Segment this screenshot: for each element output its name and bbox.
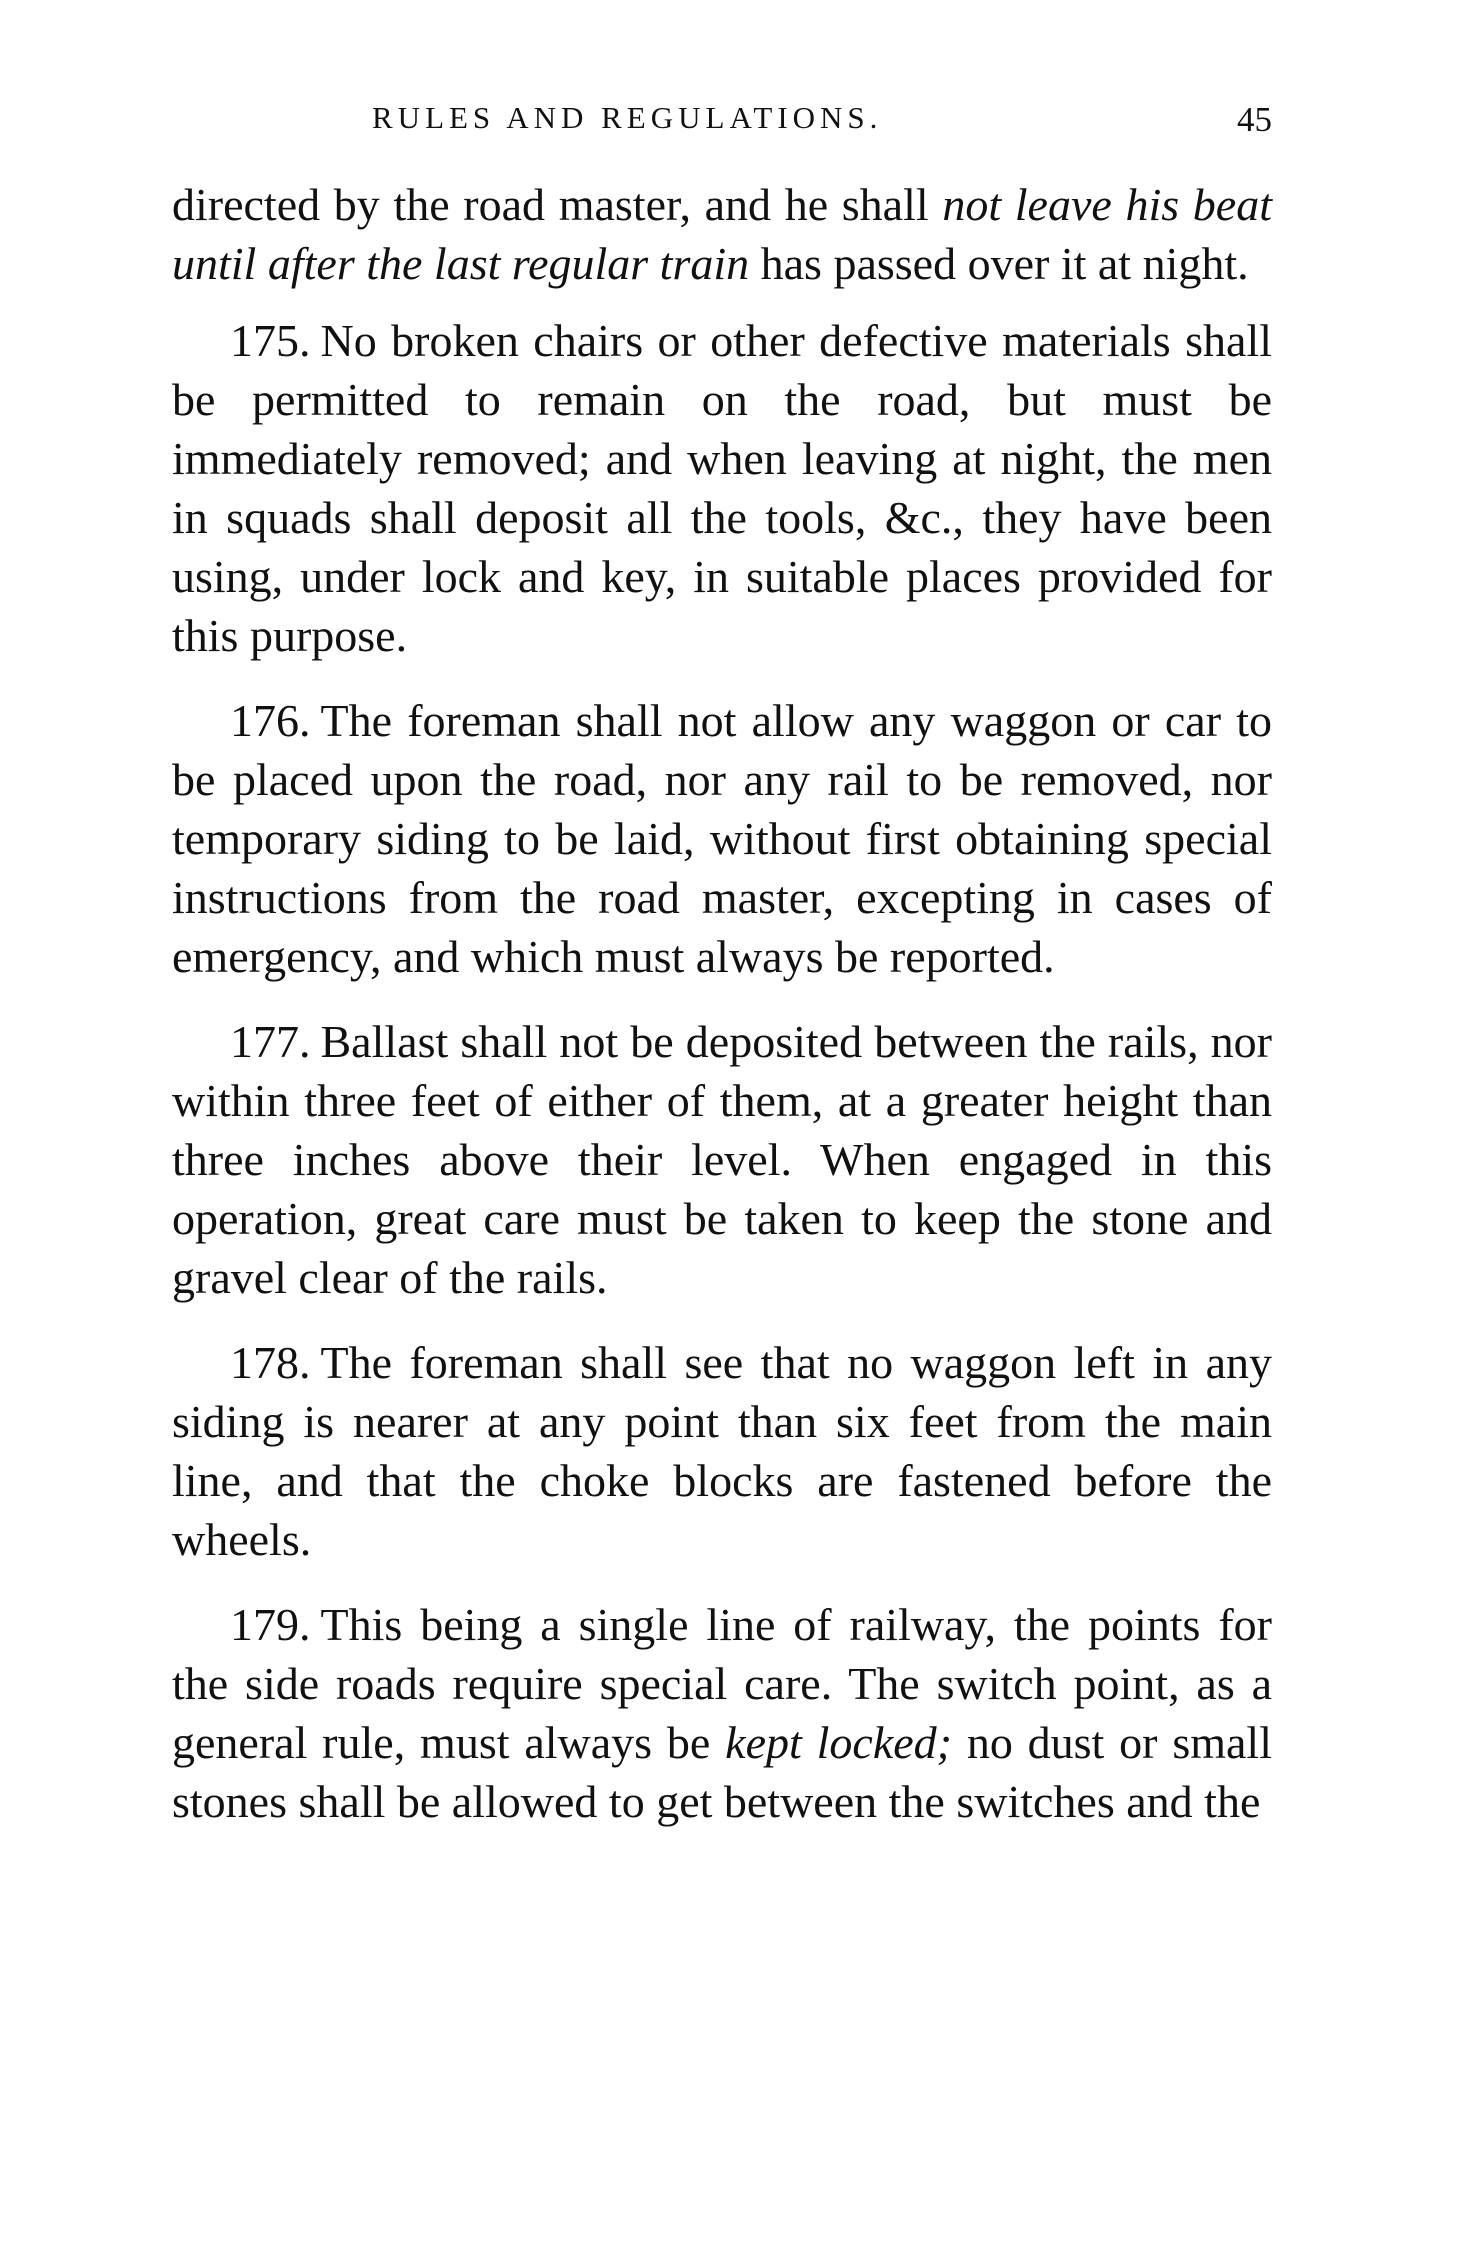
rule-text: Ballast shall not be deposited between the rails, nor within three feet of either of them, at a greater height than three inches above their level. When engaged in this operation, great care must be taken to keep the stone and gravel clear of the rails.	[172, 1016, 1272, 1303]
continued-emphasis: not leave his beat until after the last regular train	[172, 179, 1272, 289]
body-text	[172, 175, 1272, 1857]
rule-text-after: no dust or small stones shall be allowed to get between the switches and the	[172, 1717, 1272, 1827]
rule-text: No broken chairs or other defective materials shall be permitted to remain on the road, but must be immediately removed; and when leaving at night, the men in squads shall deposit all the tools, &c., they have been using, under lock and key, in suitable places provided for this purpose.	[172, 315, 1272, 661]
rule-179	[172, 1595, 1272, 1831]
running-head	[172, 100, 1272, 160]
rule-number: 178.	[230, 1337, 311, 1388]
rule-number: 177.	[230, 1016, 311, 1067]
rule-text: The foreman shall see that no waggon left in any siding is nearer at any point than six feet from the main line, and that the choke blocks are fastened before the wheels.	[172, 1337, 1272, 1565]
running-title: RULES AND REGULATIONS.	[372, 100, 883, 135]
rule-text-before: This being a single line of railway, the points for the side roads require special care. The switch point, as a general rule, must always be	[172, 1599, 1272, 1768]
rule-178	[172, 1333, 1272, 1569]
rule-176	[172, 691, 1272, 986]
rule-175	[172, 311, 1272, 665]
continued-intro: directed by the road master, and he shall	[172, 179, 943, 230]
rule-number: 176.	[230, 695, 311, 746]
continued-paragraph	[172, 175, 1272, 293]
rule-emphasis: kept locked;	[725, 1717, 952, 1768]
page-number: 45	[1237, 100, 1272, 139]
rule-text: The foreman shall not allow any waggon or car to be placed upon the road, nor any rail to be removed, nor temporary siding to be laid, without first obtaining special instructions from the road master, excepting in cases of emergency, and which must always be reported.	[172, 695, 1272, 982]
rule-number: 179.	[230, 1599, 311, 1650]
continued-end: has passed over it at night.	[749, 238, 1249, 289]
rule-number: 175.	[230, 315, 311, 366]
rule-177	[172, 1012, 1272, 1307]
